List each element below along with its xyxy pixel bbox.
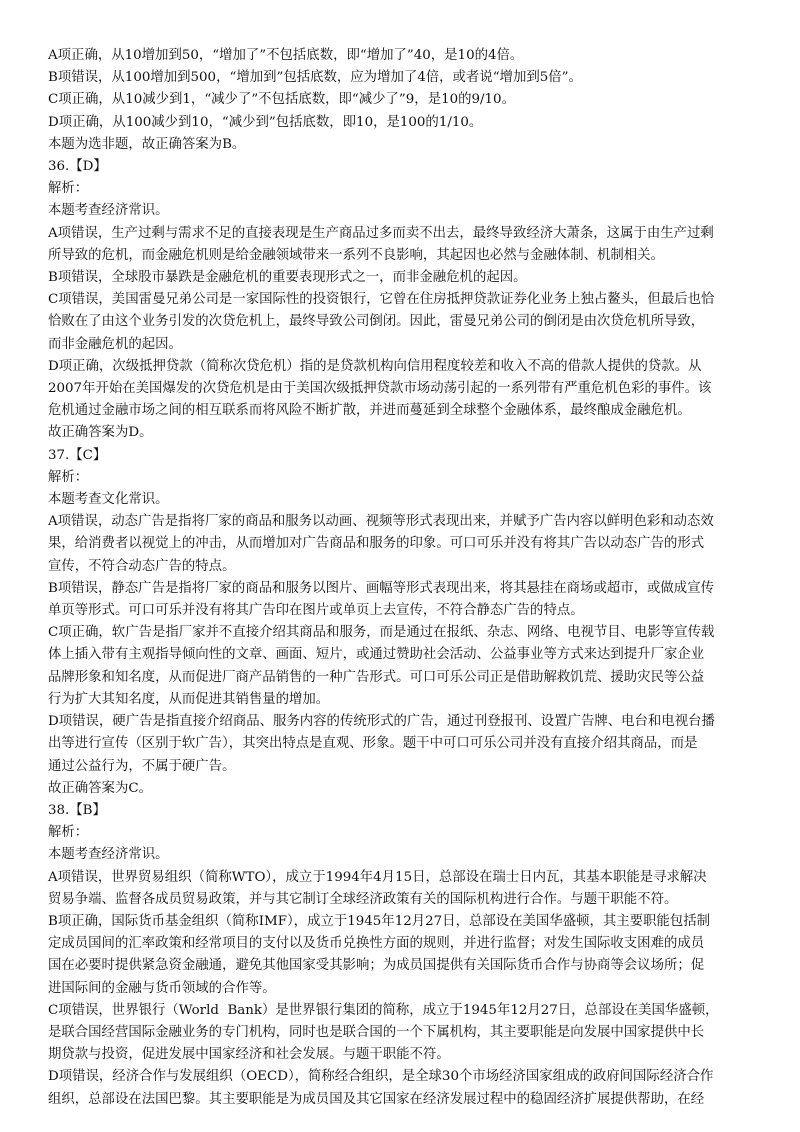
text-line: A项错误，世界贸易组织（简称WTO），成立于1994年4月15日，总部设在瑞士日内瓦，其基本职能是寻求解决 <box>48 869 707 885</box>
text-line: 单页等形式。可口可乐并没有将其广告印在图片或单页上去宣传，不符合静态广告的特点。 <box>48 603 584 619</box>
text-line: 组织，总部设在法国巴黎。其主要职能是为成员国及其它国家在经济发展过程中的稳固经济扩展提供帮助，在经 <box>48 1091 705 1107</box>
text-line: A项正确，从10增加到50，“增加了”不包括底数，即“增加了”40，是10的4倍。 <box>48 48 524 63</box>
text-line: 故正确答案为D。 <box>48 425 153 441</box>
text-line: 宣传，不符合动态广告的特点。 <box>48 558 236 574</box>
text-line: 品牌形象和知名度，从而促进厂商产品销售的一种广告形式。可口可乐公司正是借助解救饥荒、援助灾民等公益 <box>48 669 705 685</box>
text-line: 而非金融危机的起因。 <box>48 336 182 352</box>
text-line: 行为扩大其知名度，从而促进其销售量的增加。 <box>48 691 330 707</box>
text-line: 果，给消费者以视觉上的冲击，从而增加对广告商品和服务的印象。可口可乐并没有将其广告以动态广告的形式 <box>48 536 705 552</box>
analysis-label: 解析： <box>48 181 89 197</box>
text-line: C项错误，美国雷曼兄弟公司是一家国际性的投资银行，它曾在住房抵押贷款证券化业务上独占鳌头，但最后也恰 <box>48 292 715 308</box>
analysis-label: 解析： <box>48 825 89 841</box>
text-line: C项正确，软广告是指厂家并不直接介绍其商品和服务，而是通过在报纸、杂志、网络、电视节目、电影等宣传载 <box>48 625 715 641</box>
document-body <box>48 45 748 1111</box>
text-line: 所导致的危机，而金融危机则是给金融领域带来一系列不良影响，其起因也必然与金融体制、机制相关。 <box>48 247 664 263</box>
text-line: 国在必要时提供紧急资金融通，避免其他国家受其影响；为成员国提供有关国际货币合作与协商等会议场所；促 <box>48 958 705 974</box>
text-line: D项正确，从100减少到10，“减少到”包括底数，即10，是100的1/10。 <box>48 114 483 130</box>
text-line: 本题考查经济常识。 <box>48 203 169 219</box>
text-line: D项错误，硬广告是指直接介绍商品、服务内容的传统形式的广告，通过刊登报刊、设置广告牌、电台和电视台播 <box>48 714 715 730</box>
text-line: C项错误，世界银行（World Bank）是世界银行集团的简称，成立于1945年12月27日，总部设在美国华盛顿， <box>48 1002 719 1018</box>
text-line: 危机通过金融市场之间的相互联系而将风险不断扩散，并进而蔓延到全球整个金融体系，最终酿成金融危机。 <box>48 403 691 419</box>
text-line: 本题考查经济常识。 <box>48 847 169 863</box>
question-number: 37.【C】 <box>48 447 107 463</box>
text-line: B项错误，从100增加到500，“增加到”包括底数，应为增加了4倍，或者说“增加到5倍”。 <box>48 70 582 86</box>
text-line: 进国际间的金融与货币领域的合作等。 <box>48 980 276 996</box>
text-line: A项错误，生产过剩与需求不足的直接表现是生产商品过多而卖不出去，最终导致经济大萧条，这属于由生产过剩 <box>48 225 714 241</box>
text-line: B项错误，全球股市暴跌是金融危机的重要表现形式之一，而非金融危机的起因。 <box>48 270 527 286</box>
text-line: C项正确，从10减少到1，“减少了”不包括底数，即“减少了”9，是10的9/10。 <box>48 92 515 108</box>
text-line: 本题为选非题，故正确答案为B。 <box>48 136 246 152</box>
question-number: 36.【D】 <box>48 159 107 175</box>
question-number: 38.【B】 <box>48 802 106 818</box>
text-line: 故正确答案为C。 <box>48 780 152 796</box>
text-line: 本题考查文化常识。 <box>48 492 169 508</box>
text-line: A项错误，动态广告是指将厂家的商品和服务以动画、视频等形式表现出来，并赋予广告内容以鲜明色彩和动态效 <box>48 514 714 530</box>
text-line: 体上插入带有主观指导倾向性的文章、画面、短片，或通过赞助社会活动、公益事业等方式来达到提升厂家企业 <box>48 647 705 663</box>
text-line: 定成员国间的汇率政策和经常项目的支付以及货币兑换性方面的规则，并进行监督；对发生国际收支困难的成员 <box>48 936 705 952</box>
text-line: D项正确，次级抵押贷款（简称次贷危机）指的是贷款机构向信用程度较差和收入不高的借款人提供的贷款。从 <box>48 358 702 374</box>
text-line: B项正确，国际货币基金组织（简称IMF），成立于1945年12月27日，总部设在美国华盛顿，其主要职能包括制 <box>48 913 710 929</box>
analysis-label: 解析： <box>48 469 89 485</box>
text-line: 2007年开始在美国爆发的次贷危机是由于美国次级抵押贷款市场动荡引起的一系列带有严重危机色彩的事件。该 <box>48 381 712 397</box>
text-line: 出等进行宣传（区别于软广告），其突出特点是直观、形象。题干中可口可乐公司并没有直接介绍其商品，而是 <box>48 736 698 752</box>
text-line: 贸易争端、监督各成员贸易政策，并与其它制订全球经济政策有关的国际机构进行合作。与题干职能不符。 <box>48 891 678 907</box>
text-line: D项错误，经济合作与发展组织（OECD），简称经合组织，是全球30个市场经济国家组成的政府间国际经济合作 <box>48 1069 714 1085</box>
text-line: 通过公益行为，不属于硬广告。 <box>48 758 236 774</box>
text-line: B项错误，静态广告是指将厂家的商品和服务以图片、画幅等形式表现出来，将其悬挂在商场或超市，或做成宣传 <box>48 580 714 596</box>
text-line: 是联合国经营国际金融业务的专门机构，同时也是联合国的一个下属机构，其主要职能是向发展中国家提供中长 <box>48 1024 705 1040</box>
text-line: 期贷款与投资，促进发展中国家经济和社会发展。与题干职能不符。 <box>48 1047 450 1063</box>
text-line: 恰败在了由这个业务引发的次贷危机上，最终导致公司倒闭。因此，雷曼兄弟公司的倒闭是由次贷危机所导致， <box>48 314 705 330</box>
